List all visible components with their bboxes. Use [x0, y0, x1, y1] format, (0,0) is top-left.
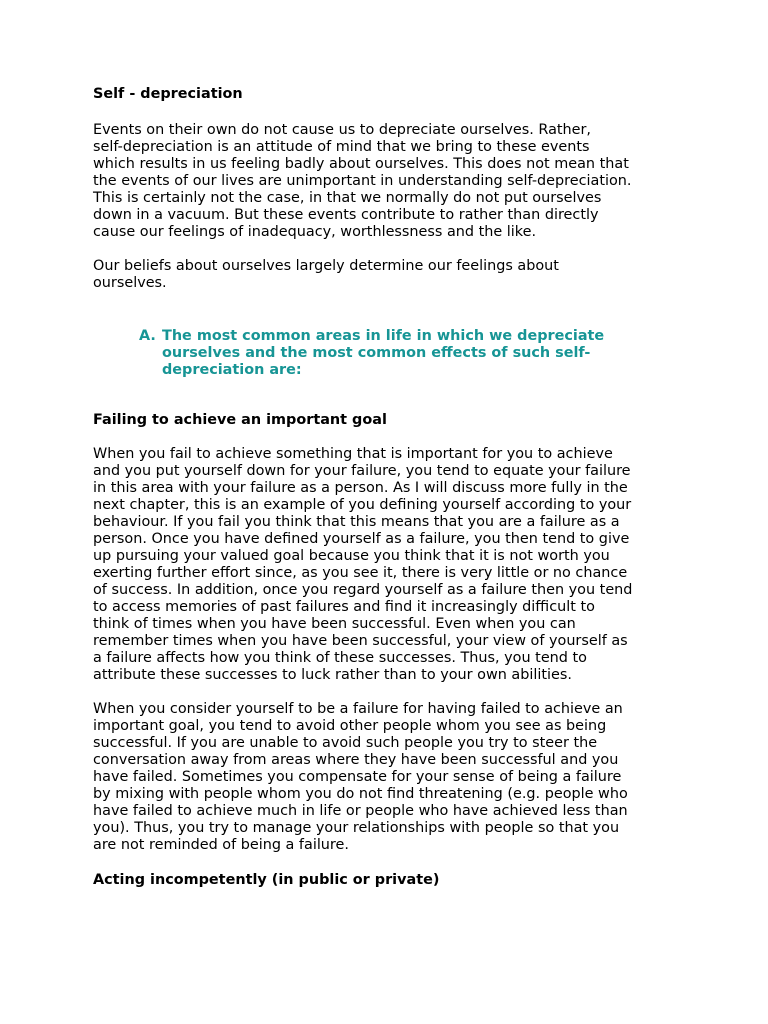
list-marker: A. [139, 328, 156, 344]
list-item-a [139, 328, 685, 379]
beliefs-paragraph: Our beliefs about ourselves largely determine our feelings about ourselves. [93, 258, 559, 291]
list-item-text: The most common areas in life in which we depreciate ourselves and the most common effects of such self- depreciation are: [162, 328, 605, 378]
intro-paragraph: Events on their own do not cause us to depreciate ourselves. Rather, self-depreciation is an attitude of mind that we bring to these events which results in us feeling badly about ourselves. This does not mean that the events of our lives are unimportant in understanding self-depreciation. This is certainly not the case, in that we normally do not put ourselves down in a vacuum. But these events contribute to rather than directly cause our feelings of inadequacy, worthlessness and the like. [93, 122, 632, 240]
document-page [93, 86, 685, 889]
goal-paragraph-2: When you consider yourself to be a failure for having failed to achieve an important goal, you tend to avoid other people whom you see as being successful. If you are unable to avoid such people you try to steer the conversation away from areas where they have been successful and you have failed. Sometimes you compensate for your sense of being a failure by mixing with people whom you do not find threatening (e.g. people who have failed to achieve much in life or people who have achieved less than you). Thus, you try to manage your relationships with people so that you are not reminded of being a failure. [93, 701, 628, 853]
section-heading-incompetent: Acting incompetently (in public or private) [93, 872, 440, 888]
section-heading-goal: Failing to achieve an important goal [93, 412, 387, 428]
goal-paragraph-1: When you fail to achieve something that is important for you to achieve and you put yourself down for your failure, you tend to equate your failure in this area with your failure as a person. As I will discuss more fully in the next chapter, this is an example of you defining yourself according to your behaviour. If you fail you think that this means that you are a failure as a person. Once you have defined yourself as a failure, you then tend to give up pursuing your valued goal because you think that it is not worth you exerting further effort since, as you see it, there is very little or no chance of success. In addition, once you regard yourself as a failure then you tend to access memories of past failures and find it increasingly difficult to think of times when you have been successful. Even when you can remember times when you have been successful, your view of yourself as a failure affects how you think of these successes. Thus, you tend to attribute these successes to luck rather than to your own abilities. [93, 446, 633, 683]
document-title: Self - depreciation [93, 86, 243, 102]
